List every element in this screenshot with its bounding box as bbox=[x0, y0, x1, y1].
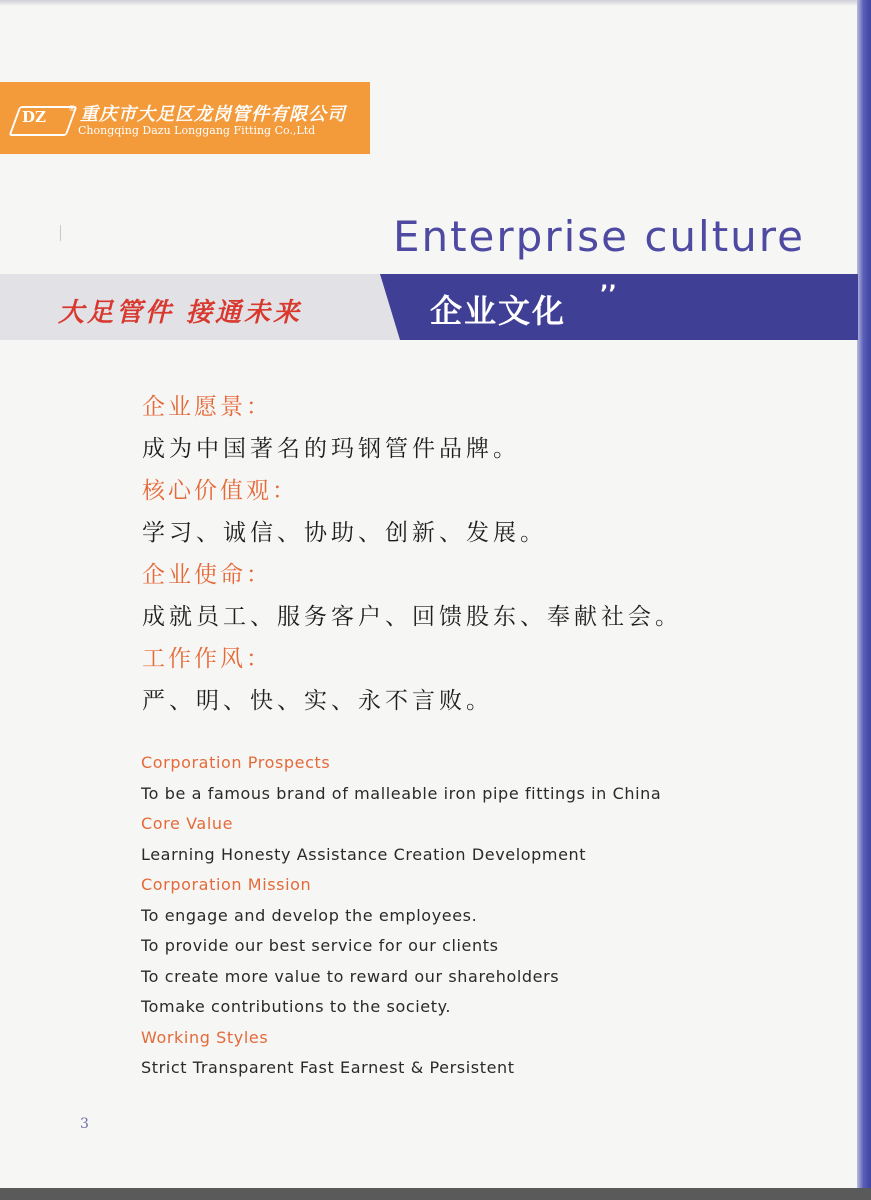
cn-heading: 企业使命： bbox=[142, 562, 272, 588]
company-name-en: Chongqing Dazu Longgang Fitting Co.,Ltd bbox=[78, 124, 316, 137]
cn-body: 学习、诚信、协助、创新、发展。 bbox=[142, 520, 547, 546]
en-line: To create more value to reward our shareholders bbox=[141, 966, 560, 986]
en-culture-list bbox=[141, 748, 781, 1084]
en-heading: Working Styles bbox=[141, 1027, 269, 1047]
company-name-cn: 重庆市大足区龙岗管件有限公司 bbox=[80, 104, 346, 125]
logo-text: DZ bbox=[22, 108, 46, 126]
company-banner bbox=[0, 82, 370, 154]
section-title-en: Enterprise culture bbox=[392, 212, 805, 261]
cn-heading: 企业愿景： bbox=[142, 394, 272, 420]
en-heading: Core Value bbox=[141, 814, 234, 833]
cn-item bbox=[142, 476, 782, 548]
cn-item bbox=[142, 644, 782, 716]
page-top-edge bbox=[0, 0, 871, 6]
cn-item bbox=[142, 560, 782, 632]
cn-heading: 核心价值观： bbox=[142, 478, 298, 504]
cn-item bbox=[142, 392, 782, 464]
en-line: To provide our best service for our clients bbox=[141, 936, 499, 955]
en-line: Strict Transparent Fast Earnest & Persistent bbox=[141, 1058, 515, 1077]
en-line: Tomake contributions to the society. bbox=[141, 997, 452, 1016]
en-heading: Corporation Prospects bbox=[141, 753, 331, 772]
registered-mark: ® bbox=[68, 104, 76, 113]
cn-body: 严、明、快、实、永不言败。 bbox=[142, 688, 493, 714]
quote-mark-icon: ’’ bbox=[600, 282, 617, 307]
en-line: To be a famous brand of malleable iron pipe fittings in China bbox=[141, 783, 662, 803]
page-bottom-edge bbox=[0, 1188, 871, 1200]
section-title-cn: 企业文化 bbox=[430, 292, 567, 330]
en-line: To engage and develop the employees. bbox=[141, 905, 478, 925]
en-heading: Corporation Mission bbox=[141, 875, 312, 894]
cn-body: 成为中国著名的玛钢管件品牌。 bbox=[142, 436, 520, 462]
cn-heading: 工作作风： bbox=[142, 646, 272, 672]
en-line: Learning Honesty Assistance Creation Development bbox=[141, 844, 587, 864]
cn-body: 成就员工、服务客户、回馈股东、奉献社会。 bbox=[142, 604, 682, 630]
slogan: 大足管件 接通未来 bbox=[58, 298, 303, 328]
scan-mark bbox=[60, 225, 61, 241]
page-number: 3 bbox=[80, 1116, 89, 1132]
binding-spine bbox=[857, 0, 871, 1200]
cn-culture-list bbox=[142, 392, 782, 728]
